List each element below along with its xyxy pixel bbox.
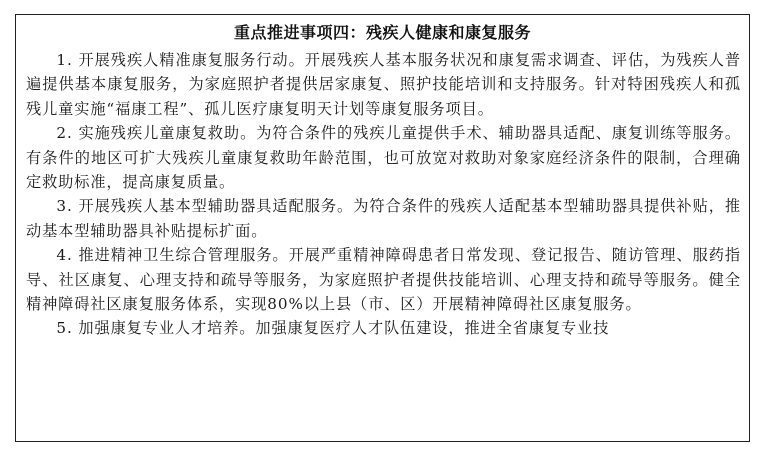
paragraph-4: 4. 推进精神卫生综合管理服务。开展严重精神障碍患者日常发现、登记报告、随访管理、服药指导、社区康复、心理支持和疏导等服务，为家庭照护者提供技能培训、心理支持和疏导等服务。健全精神障碍社区康复服务体系，实现80%以上县（市、区）开展精神障碍社区康复服务。: [26, 246, 741, 314]
paragraph-3: 3. 开展残疾人基本型辅助器具适配服务。为符合条件的残疾人适配基本型辅助器具提供补贴，推动基本型辅助器具补贴提标扩面。: [26, 197, 741, 240]
paragraph-2: 2. 实施残疾儿童康复救助。为符合条件的残疾儿童提供手术、辅助器具适配、康复训练等服务。有条件的地区可扩大残疾儿童康复救助年龄范围，也可放宽对救助对象家庭经济条件的限制，合理确定救助标准，提高康复质量。: [26, 124, 741, 192]
document-body: [26, 48, 741, 341]
paragraph-5: 5. 加强康复专业人才培养。加强康复医疗人才队伍建设，推进全省康复专业技: [56, 319, 610, 338]
document-box: [15, 14, 750, 442]
paragraph-1: 1. 开展残疾人精准康复服务行动。开展残疾人基本服务状况和康复需求调查、评估，为残疾人普遍提供基本康复服务，为家庭照护者提供居家康复、照护技能培训和支持服务。针对特困残疾人和孤残儿童实施“福康工程”、孤儿医疗康复明天计划等康复服务项目。: [26, 51, 741, 118]
document-title: 重点推进事项四：残疾人健康和康复服务: [233, 23, 531, 42]
